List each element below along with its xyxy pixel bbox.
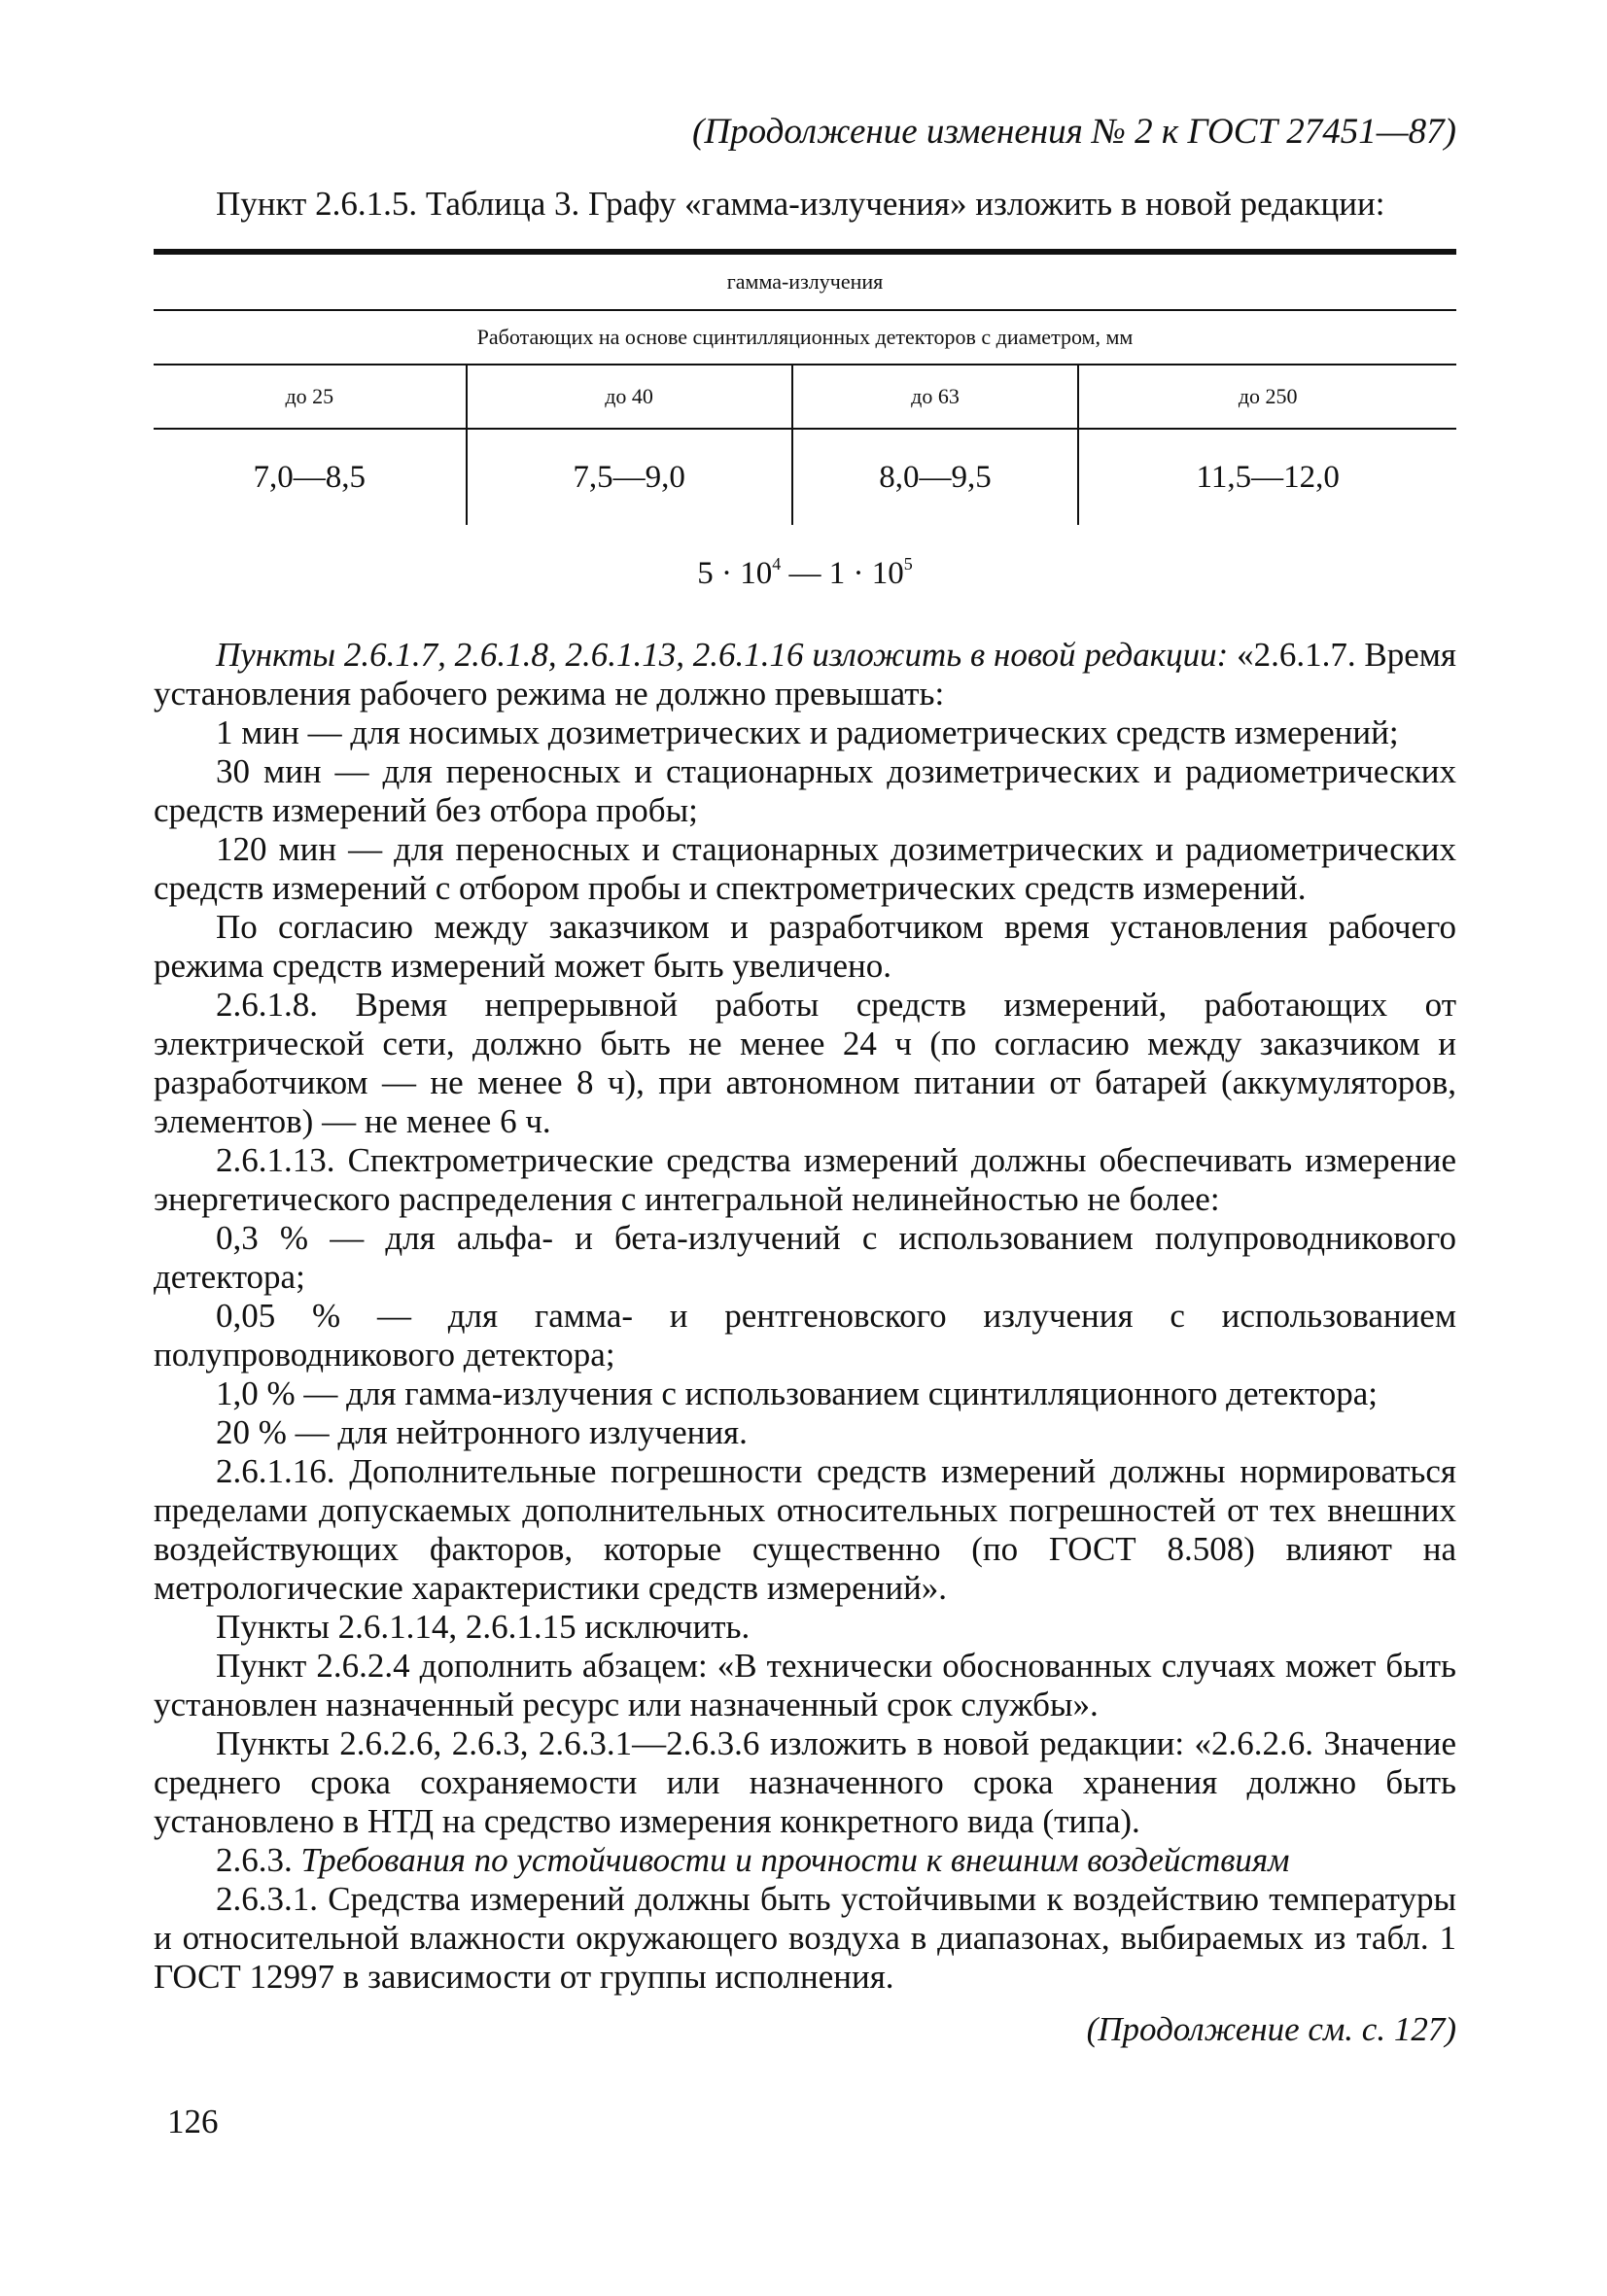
table-cell: 7,0—8,5 <box>253 459 367 495</box>
body-paragraph: 2.6.1.13. Спектрометрические средства измерений должны обеспечивать измерение энергетического распределения с интегральной нелинейностью не более: <box>154 1141 1456 1218</box>
table-cell: 8,0—9,5 <box>792 429 1079 525</box>
body-paragraph <box>154 636 1456 713</box>
body-paragraph: 0,3 % — для альфа- и бета-излучений с использованием полупроводникового детектора; <box>154 1219 1456 1296</box>
body-text <box>154 636 1456 1997</box>
body-paragraph: 20 % — для нейтронного излучения. <box>216 1413 748 1451</box>
formula-exponent-a: 4 <box>772 554 782 574</box>
body-paragraph: 2.6.1.8. Время непрерывной работы средств измерений, работающих от электрической сети, должно быть не менее 24 ч (по согласию между заказчиком и разработчиком — не менее 8 ч), при автономном питании от батарей (аккумуляторов, элементов) — не менее 6 ч. <box>154 986 1456 1140</box>
table-title: гамма-излучения <box>154 252 1456 310</box>
table-formula <box>154 544 1456 593</box>
body-paragraph: 30 мин — для переносных и стационарных дозиметрических и радиометрических средств измерений без отбора пробы; <box>154 752 1456 829</box>
formula-term-a: 5 · 10 <box>697 556 773 591</box>
document-page <box>154 109 1456 2051</box>
body-paragraph: 1,0 % — для гамма-излучения с использованием сцинтилляционного детектора; <box>216 1374 1378 1412</box>
formula-term-b: 1 · 10 <box>828 556 904 591</box>
body-paragraph: 120 мин — для переносных и стационарных дозиметрических и радиометрических средств измерений с отбором пробы и спектрометрических средств измерений. <box>154 830 1456 907</box>
paragraph-lead: 2.6.3. <box>216 1841 301 1879</box>
body-paragraph: 2.6.1.16. Дополнительные погрешности средств измерений должны нормироваться пределами допускаемых дополнительных относительных погрешностей от тех внешних воздействующих факторов, которые существенно (по ГОСТ 8.508) влияют на метрологические характеристики средств измерений». <box>154 1452 1456 1607</box>
column-header: до 40 <box>467 365 792 429</box>
body-paragraph <box>154 1841 1456 1880</box>
body-paragraph: 2.6.3.1. Средства измерений должны быть устойчивыми к воздействию температуры и относительной влажности окружающего воздуха в диапазонах, выбираемых из табл. 1 ГОСТ 12997 в зависимости от группы исполнения. <box>154 1880 1456 1996</box>
formula-dash: — <box>781 556 829 591</box>
body-paragraph: Пункт 2.6.2.4 дополнить абзацем: «В технически обоснованных случаях может быть установлен назначенный ресурс или назначенный срок службы». <box>154 1647 1456 1723</box>
column-header: до 25 <box>154 365 467 429</box>
page-number: 126 <box>167 2103 219 2140</box>
body-paragraph: 0,05 % — для гамма- и рентгеновского излучения с использованием полупроводникового детектора; <box>154 1297 1456 1374</box>
gamma-table <box>154 249 1456 525</box>
body-paragraph: Пункты 2.6.2.6, 2.6.3, 2.6.3.1—2.6.3.6 изложить в новой редакции: «2.6.2.6. Значение среднего срока сохраняемости или назначенного срока хранения должно быть установлено в НТД на средство измерения конкретного вида (типа). <box>154 1724 1456 1840</box>
continuation-footer: (Продолжение см. с. 127) <box>1086 2010 1456 2048</box>
body-paragraph: Пункты 2.6.1.14, 2.6.1.15 исключить. <box>216 1608 751 1646</box>
column-header: до 250 <box>1078 365 1456 429</box>
intro-paragraph: Пункт 2.6.1.5. Таблица 3. Графу «гамма-излучения» изложить в новой редакции: <box>216 185 1385 223</box>
body-paragraph: 1 мин — для носимых дозиметрических и радиометрических средств измерений; <box>216 713 1399 751</box>
continuation-header: (Продолжение изменения № 2 к ГОСТ 27451—87) <box>692 112 1456 152</box>
table-subtitle: Работающих на основе сцинтилляционных детекторов с диаметром, мм <box>154 310 1456 365</box>
column-header: до 63 <box>792 365 1079 429</box>
paragraph-italic-lead: Пункты 2.6.1.7, 2.6.1.8, 2.6.1.13, 2.6.1.16 изложить в новой редакции: <box>216 636 1238 674</box>
table-cell: 11,5—12,0 <box>1078 429 1456 525</box>
paragraph-rest: «2.6.1.7. Время установления рабочего режима не должно превышать: <box>154 636 1456 713</box>
paragraph-italic-heading: Требования по устойчивости и прочности к внешним воздействиям <box>300 1841 1290 1879</box>
formula-exponent-b: 5 <box>903 554 913 574</box>
body-paragraph: По согласию между заказчиком и разработчиком время установления рабочего режима средств измерений может быть увеличено. <box>154 908 1456 985</box>
table-cell: 7,5—9,0 <box>467 429 792 525</box>
